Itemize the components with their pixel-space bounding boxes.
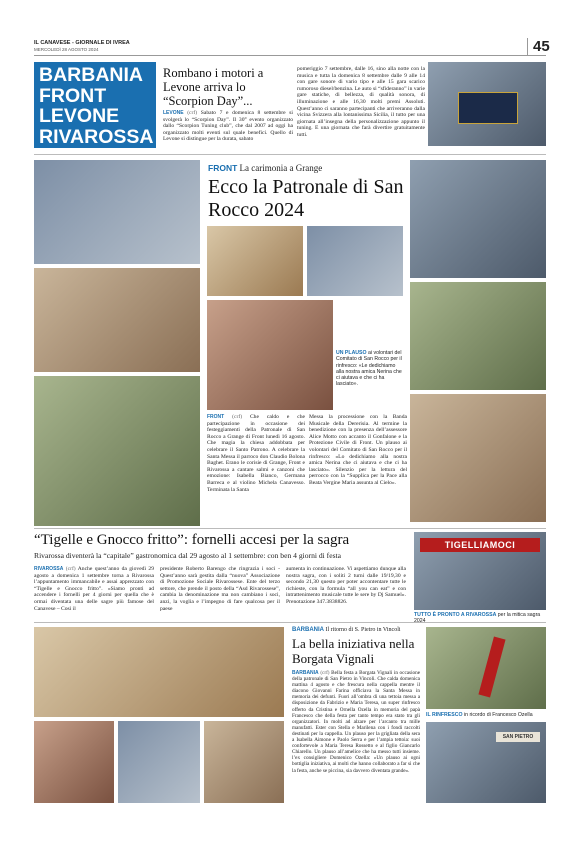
vignali-article-kicker: BARBANIA — [292, 670, 319, 676]
caption-lead: IL RINFRESCO — [426, 712, 463, 718]
section-box-line: LEVONE — [39, 105, 120, 127]
vignali-article-author: (crf) — [320, 670, 330, 676]
caption-lead: UN PLAUSO — [336, 350, 367, 356]
scorpion-text-col2: pomeriggio 7 settembre, dalle 16, sino alla notte con la musica e tutta la domenica 8 settembre dalle 9 alle 14 con gare sonore di vario tipo e alle 15 gara scarico rumoroso diesel/benzina. Le auto si “sfideranno” in varie gare statiche, di bellezza, di qualità sonora, di illuminazione e alle 16,30 molti premi Assoluti. Quest’anno ci saranno partecipanti che arriveranno dalla vicina Svizzera alla lontanissima Sicilia, il tutto per una giornata all’insegna della personalizzazione appunto il tuning. E una giornata che farà divertire gratuitamente tutti. — [297, 66, 425, 138]
tigelliamoci-banner: TIGELLIAMOCI — [420, 538, 540, 552]
patronale-headline: Ecco la Patronale di San Rocco 2024 — [208, 176, 404, 221]
vignali-text — [292, 670, 420, 774]
caption-text: ai volontari del Comitato di San Rocco per il rinfresco: «Le dedichiamo alla nostra amica Nerina che ci aiutava e che ci ha lasciato». — [336, 350, 402, 388]
caption-lead: TUTTO È PRONTO A RIVAROSSA — [414, 612, 497, 618]
patronale-text-col1 — [207, 414, 305, 493]
patronale-article-author: (crf) — [232, 414, 243, 420]
section-box-line: BARBANIA — [39, 64, 143, 86]
tigelle-text-col2: presidente Roberto Barengo che ringrazia i soci - Quest’anno sarà gestita dalla “nuova” Associazione di Promozione Sociale Rivarossese. Ente del terzo settore, che prende il posto della “Asd Rivarossese”, cambia la denominazione ma non cambiano i soci, anzi, la voglia e l’impegno di fare qualcosa per il paese — [160, 566, 280, 612]
red-banner — [478, 636, 505, 697]
scorpion-headline: Rombano i motori a Levone arriva lo “Scorpion Day”... — [163, 66, 264, 108]
tigelle-text-col3: aumenta in continuazione. Vi aspettiamo dunque alla nostra sagra, con i soliti 2 turni dalle 19/19,30 e secondo 21,30 questo per poter accontentare tutte le richieste, con la formula “all you can eat” e con intrattenimento musicale tutte le sere by Dj Samuel». Prenotazione 347.3838826. — [286, 566, 406, 605]
patronale-text: Che caldo e che partecipazione in occasione dei festeggiamenti della Patronale di San Rocco a Grange di Front lunedì 16 agosto. Che magia la chiesa addobbata per celebrare il Santo Patrono. A celebrare la Santa Messa il parroco don Claudio Bolona Baghet. Erano le corisie di Grange, Front e Rivarossa a cantare salmi e canzoni che emozione: Isabella Bianco, Germana Barreca e al violino Michela Canavesso. Terminata la Santa — [207, 414, 305, 493]
group-photo — [34, 160, 200, 264]
choir-photo — [410, 394, 546, 522]
procession-flag-photo — [34, 268, 200, 372]
section-box — [34, 62, 156, 148]
tigelle-text-col1 — [34, 566, 154, 612]
officials-garden-photo — [410, 282, 546, 390]
borgata-group-photo — [34, 627, 284, 717]
section-box-line: FRONT — [39, 84, 107, 107]
priest-photo — [34, 721, 114, 803]
cappella-photo — [426, 627, 546, 709]
tigelle-author: (crf) — [65, 566, 76, 572]
rinfresco-photo — [204, 721, 284, 803]
scorpion-club-photo — [428, 62, 546, 146]
scorpion-kicker: LEVONE — [163, 110, 184, 116]
elderly-woman-photo — [118, 721, 200, 803]
header-rule — [34, 55, 546, 56]
patronale-text-col2: Messa la processione con la Banda Musicale della Dererisia. Al termine la benedizione con la presenza dell’assessore Alice Motto con accanto il Gonfalone e la Protezione Civile di Front. Un plauso ai volontari del Comitato di San Rocco per il rinfresco: «Lo dedichiamo alla nostra amica Nerina che ci aiutava e che ci ha lasciato». Silenzio per la lettura del perrocco con la “Supplica per la Pace alla Beata Vergine Maria assunta al Cielo». — [309, 414, 407, 486]
church-facade-photo — [207, 226, 303, 296]
page-number: 45 — [527, 38, 550, 55]
church-exterior-photo — [307, 226, 403, 296]
scorpion-text-col1 — [163, 110, 293, 143]
scorpion-author: (crf) — [187, 110, 198, 116]
officials-flag-photo — [410, 160, 546, 278]
patronale-kicker: FRONT — [208, 163, 238, 173]
section-box-line: RIVAROSSA — [39, 125, 154, 148]
sagra-stand-photo — [414, 532, 546, 610]
patronale-article-kicker: FRONT — [207, 414, 225, 420]
vignali-overline-text: Il ritorno di S. Pietro in Vincoli — [325, 627, 401, 633]
tigelle-kicker: RIVAROSSA — [34, 566, 64, 572]
tigelle-headline: “Tigelle e Gnocco fritto”: fornelli accesi per la sagra — [34, 532, 350, 548]
divider — [34, 154, 546, 155]
vignali-kicker: BARBANIA — [292, 627, 324, 633]
volunteers-caption — [336, 350, 404, 388]
vignali-text-body: Bella festa a Borgata Vignali in occasione della patronale di San Pietro in Vincoli. Che calda domenica mattina 4 agosto e che frescura nella cappella mentre il diacono Giovanni Farina officiava la Santa Messa in memoria dei defunti. Fuori all’ombra di una tettoia messa a disposizione da Fabrizio e Maria Teresa, un super rinfresco offerto da Cristina e Ornella Ozella in memoria del papà Francesco che della festa per tanto tempo era stato tra gli organizzatori. In molti ad alzare per l’arcanto tra mille manufatti. Ester con Stella e Marilena con i fondi raccolti destinati per la cappella. Un plauso per la grigliata della sera a Isabella Aimone e Paolo Serra e per l’ampia tettoia: suoi confortevole a Maria Teresa Rossetto e al figlio Giancarlo Chiarello. Un plauso all’amelice che ha messo tutti insieme. l’ex consigliere Domenico Ozella: «Un plauso ai ogni bottiglia iniziativa, ai molti che hanno collaborato a far sì che la festa, anche se piccina, sia davvero diventata grande». — [292, 670, 421, 774]
issue-date: MERCOLEDÌ 28 AGOSTO 2024 — [34, 47, 99, 52]
masthead: IL CANAVESE - GIORNALE DI IVREA — [34, 40, 130, 46]
grill-photo — [426, 722, 546, 803]
band-march-photo — [34, 376, 200, 526]
tigelle-text: Anche quest’anno da giovedì 29 agosto a domenica 1 settembre torna a Rivarossa l’appuntamento immancabile e assai apprezzato con “Tigelle e Gnocco fritto”. «Siamo pronti ad accendere i fornelli per 4 giorni per quella che è ormai diventata una delle sagre più famose del Canavese – Così il — [34, 566, 154, 612]
rinfresco-caption — [426, 712, 546, 718]
patronale-overline-text: La carimonia a Grange — [239, 163, 323, 173]
volunteers-photo — [207, 300, 333, 410]
san-pietro-sign: SAN PIETRO — [496, 732, 540, 742]
divider — [34, 622, 546, 623]
divider — [34, 528, 546, 529]
scorpion-text: Sabato 7 e domenica 8 settembre si svolgerà lo “Scorpion Day”. Il 30° evento organizzato dallo “Scorpion Tuning club”, che dal 2007 ad oggi ha organizzato molti eventi sul quale benefici. Quello di Levone si distingue per la durata, sabato — [163, 110, 293, 143]
vignali-overline — [292, 627, 401, 633]
club-banner — [458, 92, 518, 124]
vignali-headline: La bella iniziativa nella Borgata Vignali — [292, 636, 415, 666]
caption-text: per la mitica sagra — [497, 612, 541, 618]
caption-text: in ricordo di Francesco Ozella — [463, 712, 533, 718]
tigelle-subhead: Rivarossa diventerà la “capitale” gastronomica dal 29 agosto al 1 settembre: con ben 4 giorni di festa — [34, 551, 342, 560]
patronale-overline — [208, 163, 322, 173]
